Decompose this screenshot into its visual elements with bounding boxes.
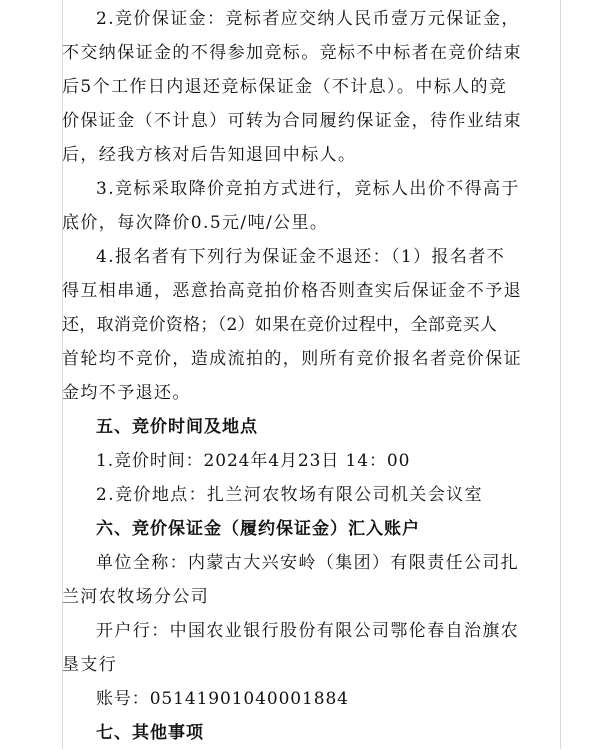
paragraph-line: 2.竞价地点：扎兰河农牧场有限公司机关会议室 bbox=[96, 485, 484, 505]
right-margin-line bbox=[560, 0, 561, 749]
paragraph-line: 首轮均不竞价，造成流拍的，则所有竞价报名者竞价保证 bbox=[62, 349, 522, 369]
paragraph-line: 价保证金（不计息）可转为合同履约保证金，待作业结束 bbox=[62, 111, 522, 131]
paragraph-line: 还，取消竞价资格；（2）如果在竞价过程中，全部竞买人 bbox=[62, 315, 498, 335]
paragraph-line: 单位全称：内蒙古大兴安岭（集团）有限责任公司扎 bbox=[96, 553, 520, 573]
section-heading-7: 七、其他事项 bbox=[96, 723, 204, 743]
paragraph-line: 3.竞标采取降价竞拍方式进行，竞标人出价不得高于 bbox=[96, 179, 520, 199]
section-heading-6: 六、竞价保证金（履约保证金）汇入账户 bbox=[96, 519, 420, 539]
paragraph-line: 后，经我方核对后告知退回中标人。 bbox=[62, 145, 357, 165]
paragraph-line: 不交纳保证金的不得参加竞标。竞标不中标者在竞价结束 bbox=[62, 43, 522, 63]
paragraph-line: 垦支行 bbox=[62, 655, 118, 675]
paragraph-line: 1.竞价时间：2024年4月23日 14：00 bbox=[96, 451, 411, 471]
document-body bbox=[62, 2, 532, 750]
account-number-line: 账号：05141901040001884 bbox=[96, 689, 349, 709]
paragraph-line: 金均不予退还。 bbox=[62, 383, 191, 403]
section-heading-5: 五、竞价时间及地点 bbox=[96, 417, 258, 437]
paragraph-line: 底价，每次降价0.5元/吨/公里。 bbox=[62, 213, 329, 233]
paragraph-line: 4.报名者有下列行为保证金不退还：（1）报名者不 bbox=[96, 247, 506, 267]
paragraph-line: 2.竞价保证金：竞标者应交纳人民币壹万元保证金， bbox=[96, 9, 520, 29]
paragraph-line: 开户行：中国农业银行股份有限公司鄂伦春自治旗农 bbox=[96, 621, 520, 641]
paragraph-line: 得互相串通，恶意抬高竞拍价格否则查实后保证金不予退 bbox=[62, 281, 522, 301]
paragraph-line: 后5个工作日内退还竞标保证金（不计息）。中标人的竞 bbox=[62, 77, 508, 97]
paragraph-line: 兰河农牧场分公司 bbox=[62, 587, 210, 607]
